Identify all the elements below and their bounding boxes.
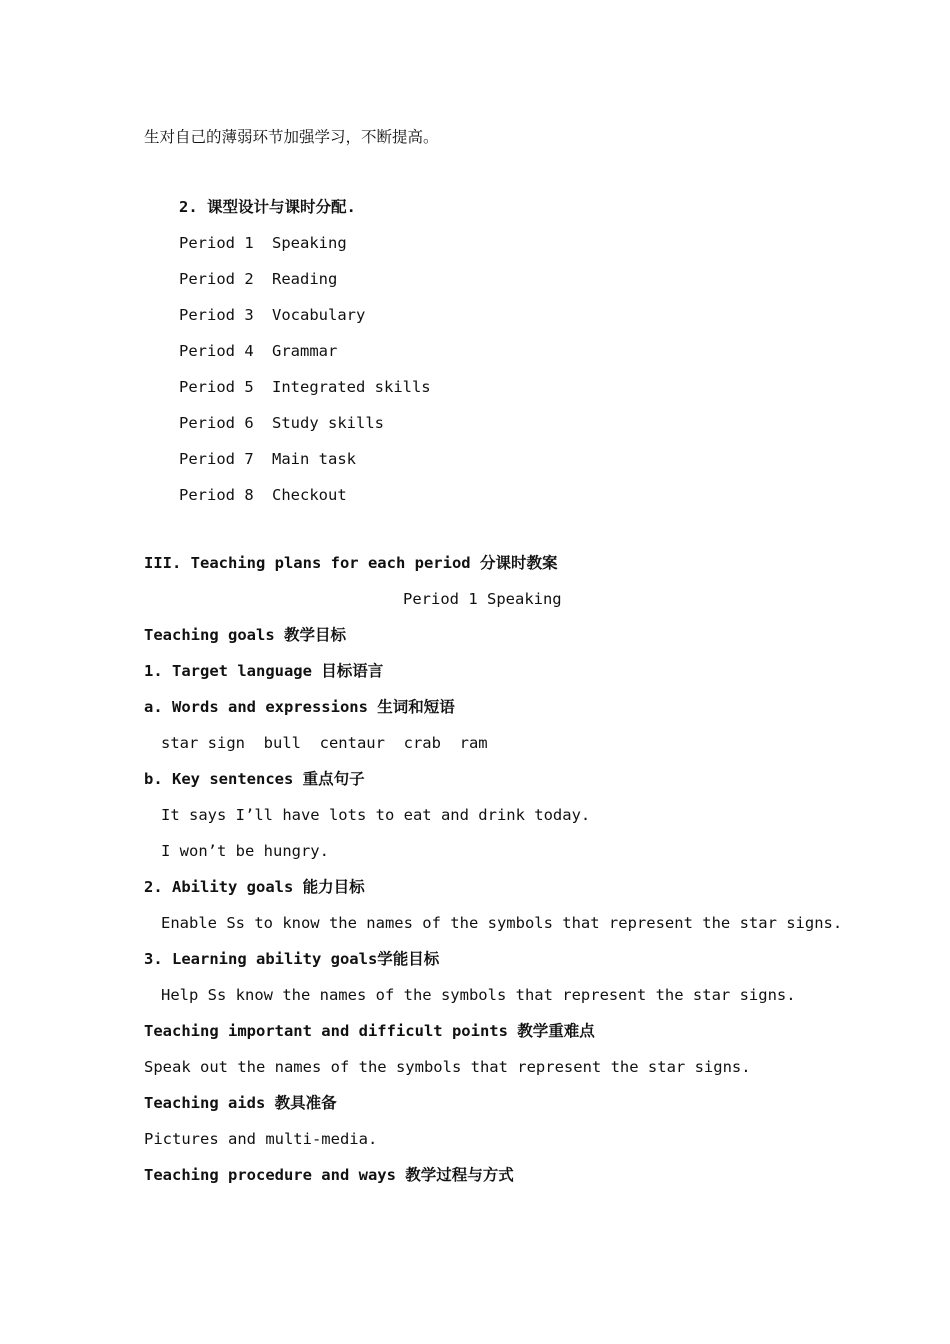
period-topic: Integrated skills: [272, 378, 431, 396]
ability-goals-text: Enable Ss to know the names of the symbols that represent the star signs.: [161, 914, 843, 932]
period-topic: Study skills: [272, 414, 384, 432]
key-sentence: I won’t be hungry.: [161, 842, 329, 860]
period-title: Period 1 Speaking: [403, 590, 562, 608]
teaching-aids-heading: Teaching aids 教具准备: [144, 1094, 337, 1112]
period-label: Period 5: [179, 378, 254, 396]
period-topic: Main task: [272, 450, 356, 468]
target-language-heading: 1. Target language 目标语言: [144, 662, 384, 680]
period-item: [179, 305, 365, 325]
teaching-aids-text: Pictures and multi-media.: [144, 1130, 378, 1148]
learning-goals-text: Help Ss know the names of the symbols that represent the star signs.: [161, 986, 796, 1004]
key-sentence: It says I’ll have lots to eat and drink today.: [161, 806, 591, 824]
period-item: [179, 485, 347, 505]
period-label: Period 7: [179, 450, 254, 468]
important-points-heading: Teaching important and difficult points 教学重难点: [144, 1022, 595, 1040]
ability-goals-heading: 2. Ability goals 能力目标: [144, 878, 365, 896]
period-topic: Reading: [272, 270, 338, 288]
period-topic: Grammar: [272, 342, 338, 360]
section3-heading: III. Teaching plans for each period 分课时教案: [144, 554, 558, 572]
period-label: Period 1: [179, 234, 254, 252]
words-heading: a. Words and expressions 生词和短语: [144, 698, 455, 716]
teaching-goals-heading: Teaching goals 教学目标: [144, 626, 346, 644]
key-sentences-heading: b. Key sentences 重点句子: [144, 770, 365, 788]
period-label: Period 8: [179, 486, 254, 504]
words-list: star sign bull centaur crab ram: [161, 734, 488, 752]
period-item: [179, 377, 431, 397]
intro-tail-text: 生对自己的薄弱环节加强学习，不断提高。: [144, 128, 439, 146]
period-label: Period 3: [179, 306, 254, 324]
period-topic: Speaking: [272, 234, 347, 252]
learning-goals-heading: 3. Learning ability goals学能目标: [144, 950, 440, 968]
period-topic: Vocabulary: [272, 306, 366, 324]
section2-heading: 2. 课型设计与课时分配.: [179, 198, 356, 216]
period-item: [179, 233, 347, 253]
period-item: [179, 341, 337, 361]
period-label: Period 2: [179, 270, 254, 288]
period-item: [179, 269, 337, 289]
period-label: Period 4: [179, 342, 254, 360]
period-item: [179, 413, 384, 433]
teaching-procedure-heading: Teaching procedure and ways 教学过程与方式: [144, 1166, 514, 1184]
important-points-text: Speak out the names of the symbols that represent the star signs.: [144, 1058, 751, 1076]
period-topic: Checkout: [272, 486, 347, 504]
period-label: Period 6: [179, 414, 254, 432]
period-item: [179, 449, 356, 469]
